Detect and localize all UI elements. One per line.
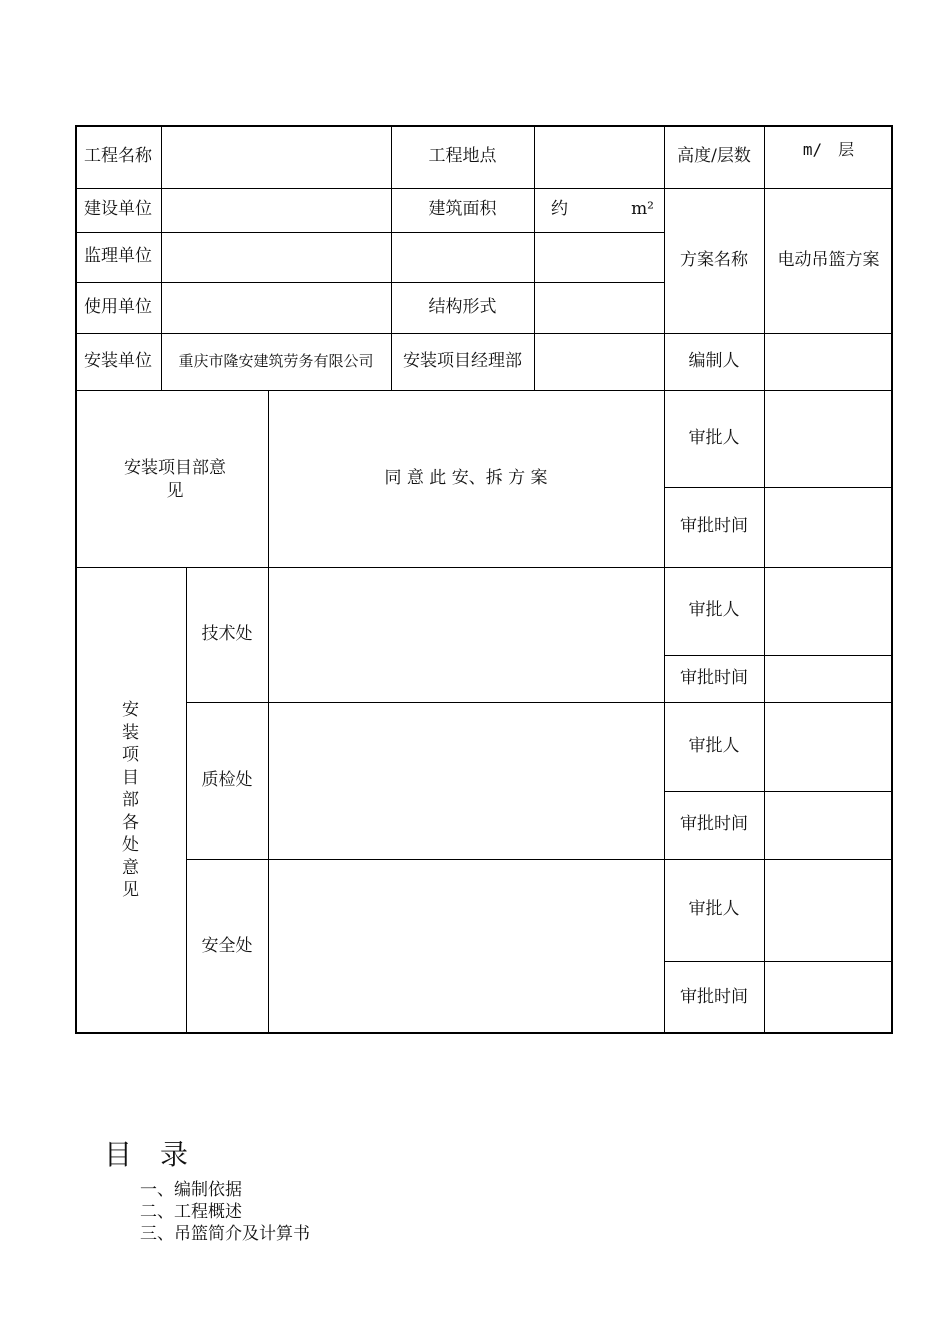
quality-dept-opinion[interactable] <box>268 702 664 859</box>
dept-opinions-char: 项 <box>122 745 139 766</box>
project-name-label: 工程名称 <box>84 145 152 166</box>
supervise-unit-value[interactable] <box>161 232 391 282</box>
editor-value[interactable] <box>764 333 893 390</box>
tech-dept-label: 技术处 <box>201 623 253 644</box>
building-area-value[interactable] <box>534 188 664 232</box>
dept-opinions-char: 各 <box>122 812 139 833</box>
dept-opinions-char: 装 <box>122 722 139 743</box>
height-floors-label: 高度/层数 <box>677 145 751 166</box>
dept-opinions-char: 处 <box>122 835 139 856</box>
toc-item[interactable]: 一、编制依据 <box>140 1180 242 1200</box>
use-unit-value[interactable] <box>161 282 391 333</box>
quality-approver-value[interactable] <box>764 702 893 791</box>
dept-opinions-char: 部 <box>122 790 139 811</box>
tech-dept-opinion[interactable] <box>268 567 664 702</box>
dept-opinions-char: 见 <box>122 880 139 901</box>
install-unit-value: 重庆市隆安建筑劳务有限公司 <box>178 352 374 371</box>
structure-type-value[interactable] <box>534 282 664 333</box>
plan-name-value: 电动吊篮方案 <box>777 249 880 270</box>
tech-approver-value[interactable] <box>764 567 893 655</box>
supervise-unit-label: 监理单位 <box>84 246 152 267</box>
quality-approver-label: 审批人 <box>688 735 740 756</box>
dept-opinions-label <box>75 567 186 1034</box>
toc-title: 目 录 <box>104 1138 189 1171</box>
install-unit-label: 安装单位 <box>84 350 152 371</box>
dept-opinions-char: 目 <box>122 767 139 788</box>
dept-opinions-char: 安 <box>122 700 139 721</box>
install-dept-label: 安装项目经理部 <box>403 350 522 371</box>
safety-approver-label: 审批人 <box>688 899 740 920</box>
quality-approve-time-label: 审批时间 <box>680 814 748 835</box>
install-opinion-label: 安装项目部意见 <box>124 458 226 501</box>
height-floors-value[interactable]: m/ 层 <box>802 140 855 159</box>
area-unit: m² <box>631 199 654 220</box>
toc-item[interactable]: 三、吊篮简介及计算书 <box>140 1224 310 1244</box>
project-name-value[interactable] <box>161 125 391 188</box>
build-unit-value[interactable] <box>161 188 391 232</box>
safety-approver-value[interactable] <box>764 859 893 961</box>
building-area-label: 建筑面积 <box>428 199 497 220</box>
structure-type-label: 结构形式 <box>428 296 497 317</box>
toc-item[interactable]: 二、工程概述 <box>140 1202 242 1222</box>
safety-dept-opinion[interactable] <box>268 859 664 1034</box>
safety-approve-time-label: 审批时间 <box>680 986 748 1007</box>
tech-approve-time-value[interactable] <box>764 655 893 702</box>
opinion-approver-label: 审批人 <box>688 427 740 448</box>
location-value[interactable] <box>534 125 664 188</box>
opinion-approver-value[interactable] <box>764 390 893 487</box>
tech-approve-time-label: 审批时间 <box>680 667 748 688</box>
editor-label: 编制人 <box>688 350 740 371</box>
opinion-approve-time-label: 审批时间 <box>680 516 748 537</box>
location-label: 工程地点 <box>428 145 497 166</box>
opinion-approve-time-value[interactable] <box>764 487 893 567</box>
plan-name-label: 方案名称 <box>680 249 748 270</box>
dept-opinions-char: 意 <box>122 857 139 878</box>
quality-dept-label: 质检处 <box>201 769 253 790</box>
area-prefix: 约 <box>551 199 568 220</box>
safety-approve-time-value[interactable] <box>764 961 893 1034</box>
install-opinion-text: 同 意 此 安、拆 方 案 <box>384 467 548 488</box>
install-dept-value[interactable] <box>534 333 664 390</box>
build-unit-label: 建设单位 <box>84 199 152 220</box>
safety-dept-label: 安全处 <box>201 935 253 956</box>
use-unit-label: 使用单位 <box>84 296 152 317</box>
tech-approver-label: 审批人 <box>688 600 740 621</box>
quality-approve-time-value[interactable] <box>764 791 893 859</box>
